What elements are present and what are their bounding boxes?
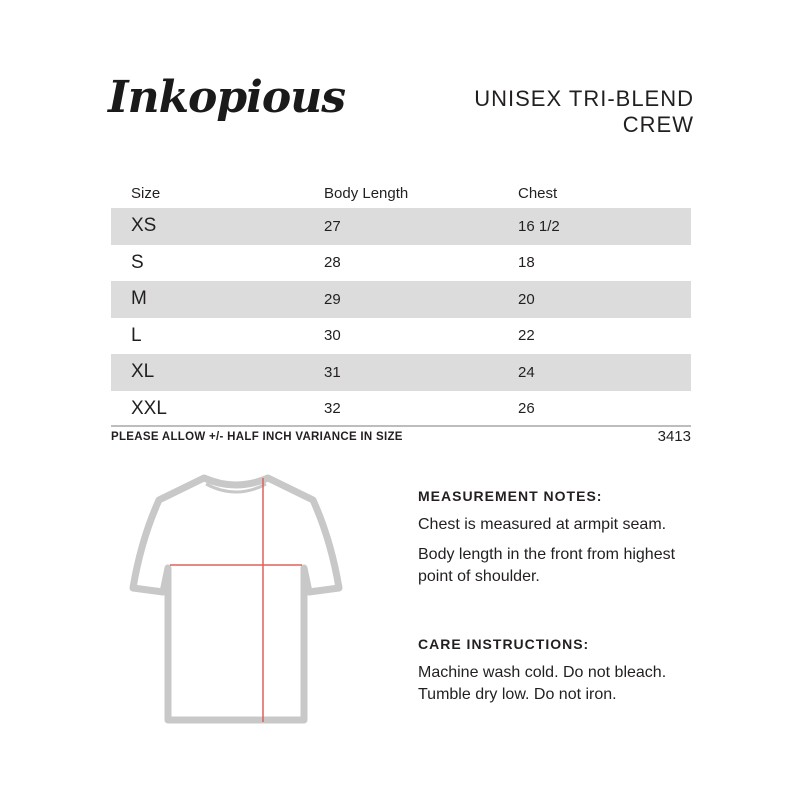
header-size: Size [131, 184, 161, 202]
table-row [111, 354, 691, 391]
chest-note: Chest is measured at armpit seam. [418, 516, 667, 533]
body-length-cell: 27 [324, 208, 518, 245]
size-cell: XXL [131, 397, 167, 419]
size-cell: XS [111, 208, 324, 245]
tshirt-outline [133, 478, 339, 720]
care-line-2: Tumble dry low. Do not iron. [418, 686, 617, 703]
chest-cell: 26 [518, 400, 535, 418]
table-header-row [111, 178, 691, 208]
header-body-length: Body Length [324, 184, 409, 202]
table-row [111, 208, 691, 245]
body-length-note: Body length in the front from highest point of shoulder. [418, 546, 676, 585]
care-instructions [418, 636, 708, 706]
body-length-cell: 31 [324, 354, 518, 391]
measurement-notes [418, 488, 708, 596]
header-chest: Chest [518, 184, 558, 202]
size-cell: L [131, 324, 142, 346]
brand-logo: Inkopious [108, 72, 345, 123]
table-row [111, 281, 691, 318]
body-length-cell: 32 [324, 400, 341, 418]
tshirt-diagram [126, 470, 346, 730]
style-number: 3413 [657, 428, 691, 445]
chest-cell: 22 [518, 327, 535, 345]
care-instructions-heading: CARE INSTRUCTIONS: [418, 636, 590, 652]
body-length-cell: 29 [324, 281, 518, 318]
table-row [111, 318, 691, 355]
table-row [111, 245, 691, 282]
chest-cell: 24 [518, 354, 691, 391]
table-row [111, 391, 691, 428]
size-cell: M [111, 281, 324, 318]
size-cell: S [131, 251, 144, 273]
chest-cell: 20 [518, 281, 691, 318]
table-divider [111, 425, 691, 427]
variance-note: PLEASE ALLOW +/- HALF INCH VARIANCE IN SIZE [111, 431, 403, 443]
chest-cell: 16 1/2 [518, 208, 691, 245]
size-cell: XL [111, 354, 324, 391]
care-line-1: Machine wash cold. Do not bleach. [418, 664, 667, 681]
product-title-line1: UNISEX TRI-BLEND [474, 86, 694, 111]
product-title-line2: CREW [622, 112, 694, 137]
chest-cell: 18 [518, 254, 535, 272]
size-chart-table [111, 178, 691, 427]
body-length-cell: 30 [324, 327, 341, 345]
measurement-notes-heading: MEASUREMENT NOTES: [418, 488, 603, 504]
product-title [474, 86, 694, 138]
body-length-cell: 28 [324, 254, 341, 272]
